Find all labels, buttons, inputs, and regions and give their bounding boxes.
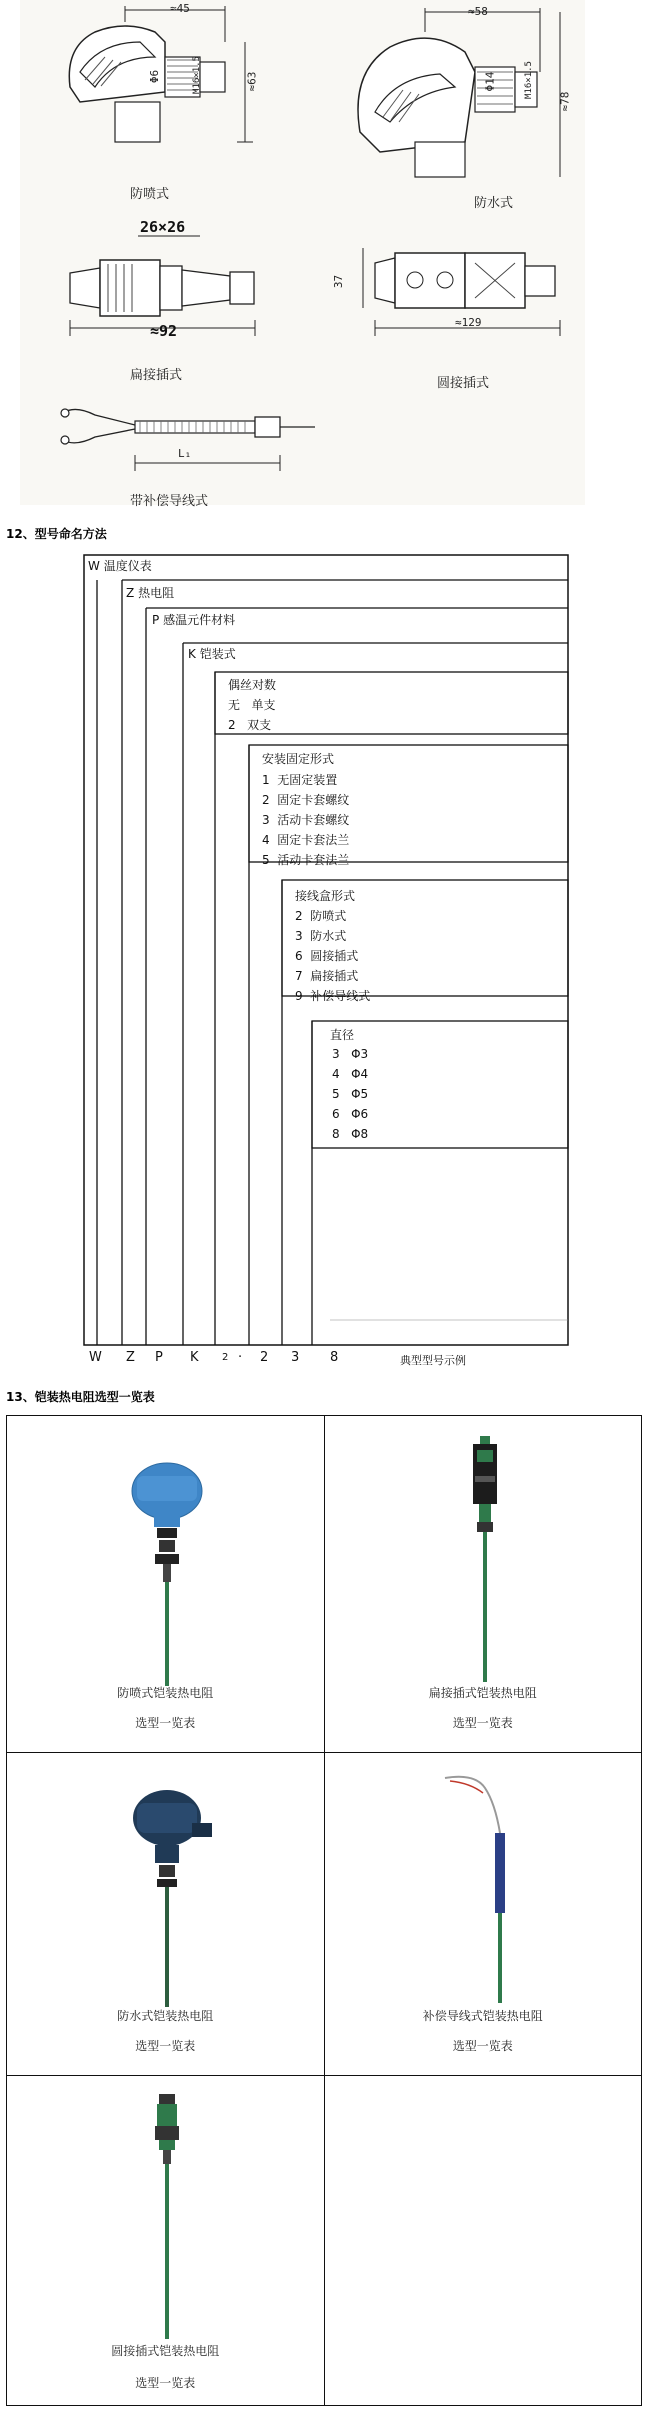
dim-phi: Φ14 — [483, 71, 497, 92]
drawing-caption: 防水式 — [474, 196, 514, 211]
example-code: 8 — [330, 1350, 339, 1365]
waterproof-head-drawing — [345, 2, 580, 182]
dim-length: L₁ — [178, 447, 192, 460]
example-code: K — [190, 1350, 199, 1365]
product-sub: 选型一览表 — [135, 2376, 196, 2390]
example-code: 3 — [291, 1350, 300, 1365]
group-item: 7 扁接插式 — [295, 969, 359, 983]
drawing-caption: 圆接插式 — [437, 376, 490, 391]
group-item: 9 补偿导线式 — [295, 989, 371, 1003]
group-item: 2 双支 — [228, 718, 272, 732]
dim-height: 37 — [332, 274, 346, 289]
example-code: P — [155, 1350, 163, 1365]
product-cell — [7, 1753, 325, 2076]
dim-thread: M16×1.5 — [523, 61, 534, 99]
group-title: 安装固定形式 — [262, 752, 335, 766]
group-title: 接线盒形式 — [295, 889, 356, 903]
dim-height: ≈63 — [245, 71, 259, 92]
dim-thread: M16×1.5 — [191, 56, 202, 94]
code-row-p: P 感温元件材料 — [152, 613, 236, 627]
group-title: 偶丝对数 — [228, 678, 277, 692]
dim-width: ≈45 — [170, 2, 190, 15]
selection-table — [6, 1415, 642, 2406]
product-name: 补偿导线式铠装热电阻 — [422, 2009, 543, 2023]
section-title: 12、型号命名方法 — [6, 527, 107, 541]
group-title: 直径 — [330, 1028, 355, 1042]
group-item: 无 单支 — [228, 698, 276, 712]
group-item: 8 Φ8 — [332, 1127, 369, 1141]
product-cell — [324, 1753, 642, 2076]
round-plug-rtd-photo — [97, 2094, 247, 2344]
example-code: 2 — [260, 1350, 269, 1365]
dim-square: 26×26 — [140, 218, 186, 236]
product-sub: 选型一览表 — [135, 2039, 196, 2053]
waterproof-rtd-photo — [97, 1773, 247, 2013]
product-name: 圆接插式铠装热电阻 — [111, 2344, 220, 2358]
explosion-proof-rtd-photo — [97, 1436, 247, 1686]
section-title: 13、铠装热电阻选型一览表 — [6, 1390, 155, 1404]
drawing-caption: 扁接插式 — [130, 368, 183, 383]
dim-length: ≈92 — [150, 322, 178, 340]
dim-phi: Φ6 — [148, 69, 162, 84]
explosion-proof-head-drawing — [55, 2, 270, 162]
product-sub: 选型一览表 — [452, 1716, 513, 1730]
group-item: 5 Φ5 — [332, 1087, 369, 1101]
product-cell — [7, 2076, 325, 2406]
example-code: 2 — [222, 1352, 229, 1363]
compensation-wire-rtd-photo — [415, 1773, 565, 2013]
product-name: 扁接插式铠装热电阻 — [428, 1686, 537, 1700]
empty-cell — [324, 2076, 642, 2406]
group-item: 3 活动卡套螺纹 — [262, 813, 350, 827]
group-item: 3 Φ3 — [332, 1047, 369, 1061]
example-code: W — [89, 1350, 102, 1365]
product-cell — [324, 1416, 642, 1753]
drawing-caption: 带补偿导线式 — [130, 494, 209, 509]
product-name: 防水式铠装热电阻 — [117, 2009, 214, 2023]
group-item: 1 无固定装置 — [262, 773, 338, 787]
product-sub: 选型一览表 — [135, 1716, 196, 1730]
group-item: 6 圆接插式 — [295, 949, 359, 963]
dim-height: ≈78 — [558, 91, 572, 112]
code-row-w: W 温度仪表 — [88, 559, 152, 573]
dim-width: ≈58 — [468, 5, 488, 18]
code-row-z: Z 热电阻 — [126, 586, 175, 600]
code-row-k: K 铠装式 — [188, 647, 236, 661]
group-item: 4 固定卡套法兰 — [262, 833, 350, 847]
group-item: 3 防水式 — [295, 929, 347, 943]
compensation-wire-drawing — [55, 395, 320, 475]
group-item: 5 活动卡套法兰 — [262, 853, 350, 867]
group-item: 2 防喷式 — [295, 909, 347, 923]
example-code: · — [238, 1350, 243, 1365]
dim-length: ≈129 — [455, 316, 482, 329]
group-item: 6 Φ6 — [332, 1107, 369, 1121]
group-item: 2 固定卡套螺纹 — [262, 793, 350, 807]
product-sub: 选型一览表 — [452, 2039, 513, 2053]
product-name: 防喷式铠装热电阻 — [117, 1686, 214, 1700]
drawing-caption: 防喷式 — [130, 187, 170, 202]
flat-plug-rtd-photo — [405, 1436, 555, 1686]
product-cell — [7, 1416, 325, 1753]
example-code: Z — [126, 1350, 135, 1365]
example-label: 典型型号示例 — [400, 1354, 466, 1367]
group-item: 4 Φ4 — [332, 1067, 369, 1081]
